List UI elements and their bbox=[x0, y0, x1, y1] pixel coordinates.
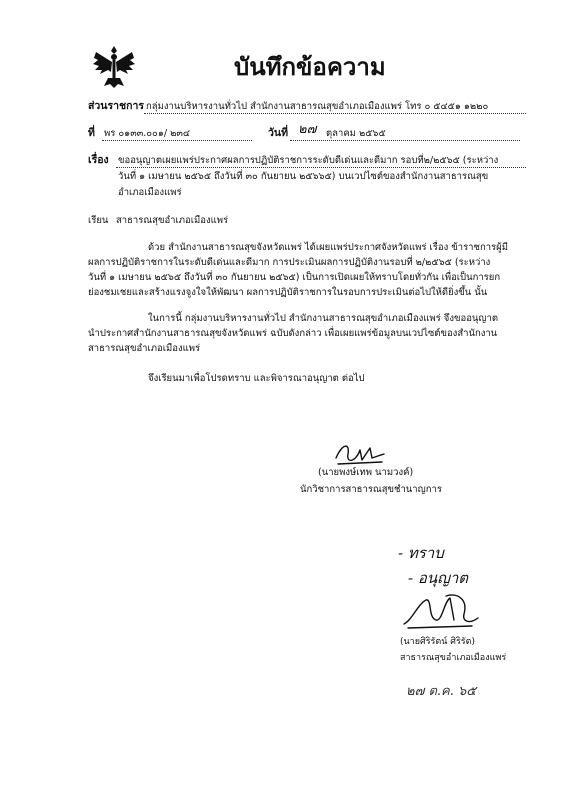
signer-position: นักวิชาการสาธารณสุขชำนาญการ bbox=[300, 484, 442, 495]
date-label: วันที่ bbox=[268, 127, 288, 139]
closing-line: จึงเรียนมาเพื่อโปรดทราบ และพิจารณาอนุญาต ต่อไป bbox=[148, 373, 365, 384]
approval-note-acknowledged: - ทราบ bbox=[398, 544, 444, 562]
body-p1-line-3: วันที่ ๑ เมษายน ๒๕๖๕ ถึงวันที่ ๓๐ กันยายน ๒๕๖๕) เป็นการเปิดเผยให้ทราบโดยทั่วกัน เพื่อเป็นการยก bbox=[88, 272, 501, 283]
approver-name: (นายศิริรัตน์ ศิริรัต) bbox=[400, 637, 475, 647]
subject-line-1: ขออนุญาตเผยแพร่ประกาศผลการปฏิบัติราชการระดับดีเด่นและดีมาก รอบที่๒/๒๕๖๕ (ระหว่าง bbox=[118, 155, 499, 166]
salutation-to: สาธารณสุขอำเภอเมืองแพร่ bbox=[116, 215, 229, 226]
body-p2-line-3: สาธารณสุขอำเภอเมืองแพร่ bbox=[88, 343, 201, 354]
approval-note-permitted: - อนุญาต bbox=[408, 569, 469, 587]
body-p2-line-2: นำประกาศสำนักงานสาธารณสุขจังหวัดแพร่ ฉบับดังกล่าว เพื่อเผยแพร่ข้อมูลบนเวปไซต์ของสำนักงาน bbox=[88, 328, 498, 339]
subject-label: เรื่อง bbox=[88, 154, 109, 166]
date-day: ๒๗ bbox=[298, 122, 317, 137]
body-p1-line-1: ด้วย สำนักงานสาธารณสุขจังหวัดแพร่ ได้เผยแพร่ประกาศจังหวัดแพร่ เรื่อง ข้าราชการผู้มี bbox=[148, 242, 508, 253]
approval-date: ๒๗ ต.ค. ๖๕ bbox=[406, 684, 477, 699]
agency-label: ส่วนราชการ bbox=[88, 100, 145, 112]
approver-position: สาธารณสุขอำเภอเมืองแพร่ bbox=[400, 653, 507, 663]
ref-value: พร ๐๑๓๓.๐๐๑/ ๒๓๔ bbox=[104, 128, 191, 139]
garuda-emblem-icon bbox=[90, 42, 138, 90]
date-month-year: ตุลาคม ๒๕๖๕ bbox=[326, 128, 386, 139]
signer-name: (นายพงษ์เทพ นามวงค์) bbox=[318, 467, 414, 478]
body-p1-line-2: ผลการปฏิบัติราชการในระดับดีเด่นและดีมาก การประเมินผลการปฏิบัติงานรอบที่ ๒/๒๕๖๕ (ระหว่าง bbox=[88, 257, 491, 268]
signature-2 bbox=[398, 590, 488, 632]
body-p2-line-1: ในการนี้ กลุ่มงานบริหารงานทั่วไป สำนักงานสาธารณสุขอำเภอเมืองแพร่ จึงขออนุญาต bbox=[148, 313, 499, 324]
salutation-label: เรียน bbox=[88, 215, 109, 226]
subject-line-3: อำเภอเมืองแพร่ bbox=[118, 187, 182, 198]
signature-1 bbox=[332, 438, 392, 468]
body-p1-line-4: ย่องชมเชยและสร้างแรงจูงใจให้พัฒนา ผลการปฏิบัติราชการในรอบการประเมินต่อไปให้ดียิ่งขึ้น นั้น bbox=[88, 287, 488, 298]
agency-value: กลุ่มงานบริหารงานทั่วไป สำนักงานสาธารณสุขอำเภอเมืองแพร่ โทร ๐ ๕๔๕๑ ๑๒๒๐ bbox=[146, 101, 489, 112]
page-title: บันทึกข้อความ bbox=[234, 53, 386, 81]
ref-label: ที่ bbox=[88, 127, 95, 139]
subject-line-2: วันที่ ๑ เมษายน ๒๕๖๕ ถึงวันที่ ๓๐ กันยายน ๒๕๖๖๕) บนเวปไซต์ของสำนักงานสาธารณสุข bbox=[118, 171, 489, 182]
